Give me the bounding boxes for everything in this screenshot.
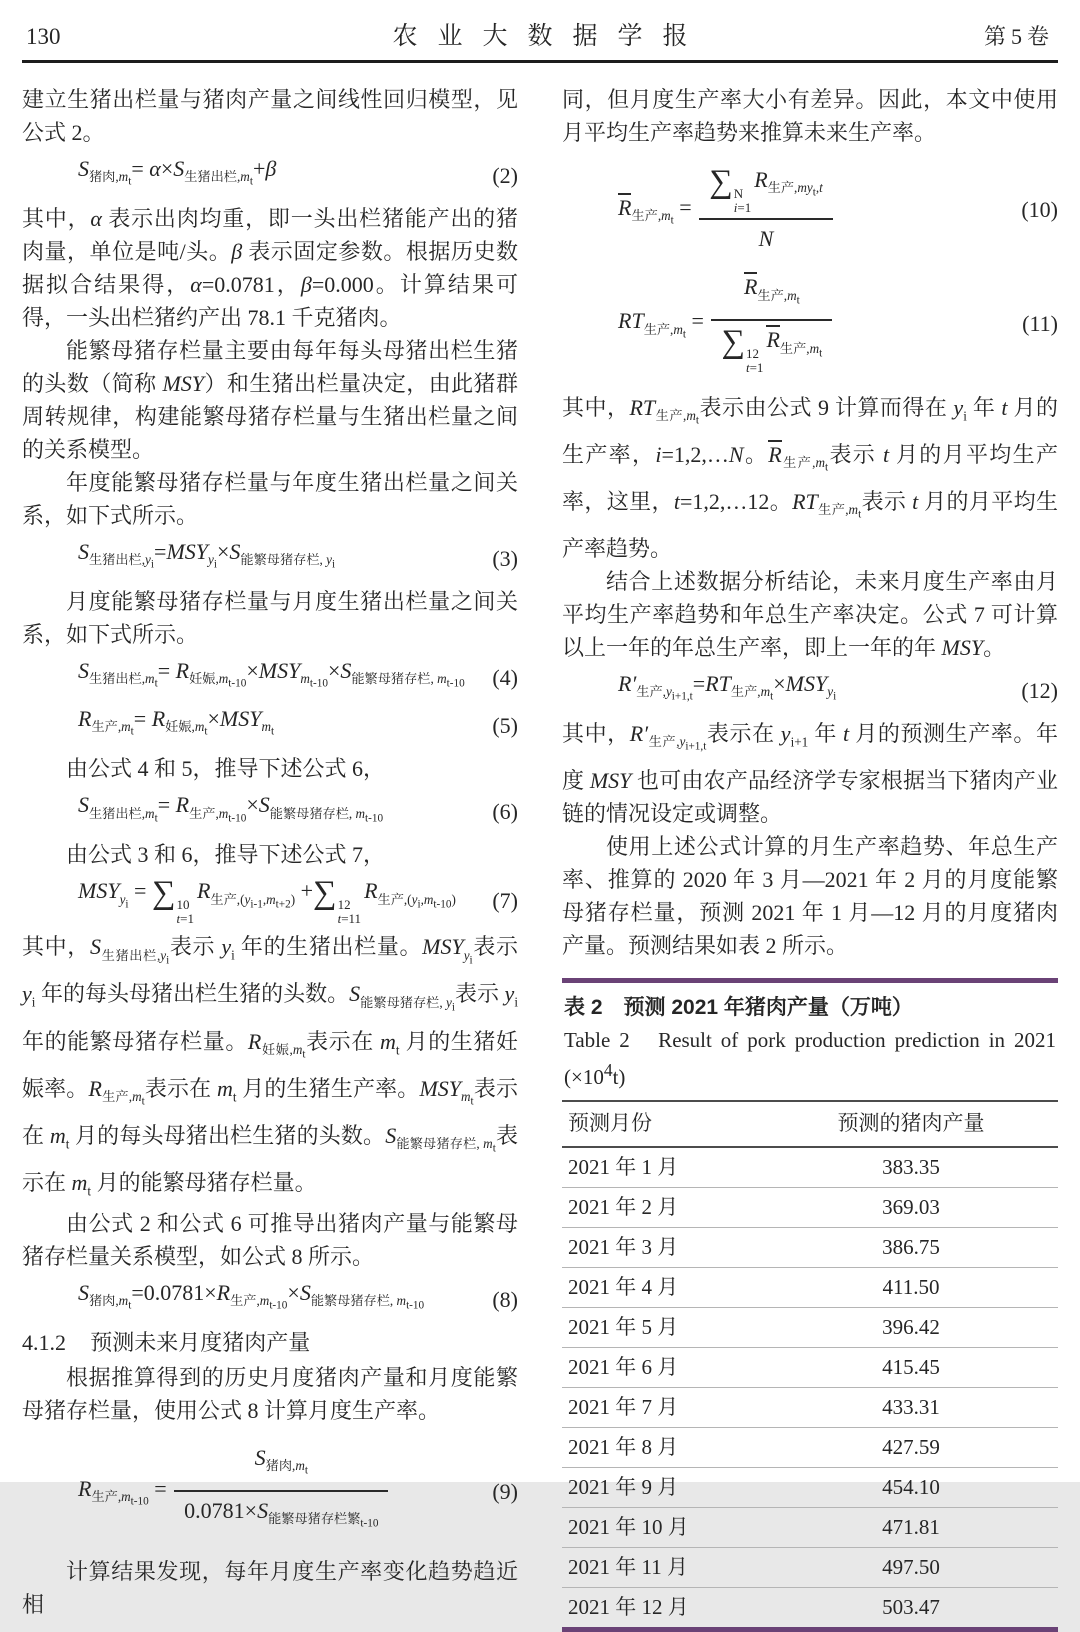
equation-number: (10): [1021, 197, 1058, 223]
month-cell: 2021 年 10 月: [568, 1514, 689, 1539]
paragraph: 能繁母猪存栏量主要由每年每头母猪出栏生猪的头数（简称 MSY）和生猪出栏量决定，由此猪群周转规律，构建能繁母猪存栏量与生猪出栏量之间的关系模型。: [22, 338, 518, 463]
table-row: [562, 1188, 1058, 1228]
equation-11: [562, 270, 1058, 376]
equation-body: $S_{生猪出栏,y_i}=MSY_{y_i}\times S_{能繁母猪存栏, y_i}$: [78, 539, 336, 572]
month-cell: 2021 年 3 月: [568, 1234, 679, 1259]
month-cell: 2021 年 2 月: [568, 1194, 679, 1219]
equation-3: [22, 537, 518, 580]
table-row: [562, 1148, 1058, 1188]
equation-5: [22, 704, 518, 747]
value-cell: 411.50: [882, 1274, 940, 1299]
month-cell: 2021 年 12 月: [568, 1594, 689, 1619]
paragraph: 由公式 2 和公式 6 可推导出猪肉产量与能繁母猪存栏量关系模型，如公式 8 所示。: [22, 1210, 518, 1269]
month-cell: 2021 年 1 月: [568, 1154, 679, 1179]
two-column-body: [22, 83, 1058, 1632]
volume-label: 第5卷: [983, 24, 1054, 49]
equation-6: [22, 790, 518, 833]
section-title: 预测未来月度猪肉产量: [90, 1330, 311, 1356]
equation-body: $R_{生产,m_t}= R_{妊娠,m_t}\times MSY_{m_t}$: [78, 706, 275, 739]
header-rule: [22, 60, 1058, 63]
paragraph: 月度能繁母猪存栏量与月度生猪出栏量之间关系，如下式所示。: [22, 589, 518, 648]
table-2-block: [562, 978, 1058, 1632]
page-number: 130: [26, 24, 61, 49]
table-row: [562, 1548, 1058, 1588]
table-row: [562, 1228, 1058, 1268]
equation-10: [562, 163, 1058, 256]
section-number: 4.1.2: [22, 1330, 66, 1356]
section-heading-4-1-2: [22, 1326, 518, 1359]
journal-title: 农业大数据学报: [392, 23, 708, 50]
equation-body: $S_{生猪出栏,m_t}= R_{生产,m_{t-10}}\times S_{能繁母猪存栏, m_{t-10}}$: [78, 792, 384, 825]
equation-body: $S_{猪肉,m_t}= \alpha\times S_{生猪出栏,m_t}+\beta$: [78, 156, 277, 189]
equation-number: (12): [1021, 677, 1058, 703]
table-caption-en: Table 2 Result of pork production prediction in 2021 $(\times 10^4t)$: [564, 1027, 1056, 1089]
table-row: [562, 1468, 1058, 1508]
equation-body: $R_{生产,m_t}$ = ∑ N i=1 $R_{生产,my_t,t}$ N: [562, 163, 1006, 256]
table-header-row: [562, 1100, 1058, 1148]
paragraph: 由公式 3 和 6，推导下述公式 7，: [66, 842, 386, 868]
table-row: [562, 1268, 1058, 1308]
equation-body: $MSY_{y_i}$ = ∑ 10 t=1 $R_{生产,(y_{i-1},m_{t+2})}$ +∑ 12 t=11 $R_{生产,(y_i,m_{t-10})}$: [78, 875, 456, 926]
paragraph: 由公式 4 和 5，推导下述公式 6，: [66, 756, 386, 782]
value-cell: 386.75: [882, 1234, 940, 1259]
equation-number: (4): [492, 665, 518, 691]
paragraph: 根据推算得到的历史月度猪肉产量和月度能繁母猪存栏量，使用公式 8 计算月度生产率。: [22, 1365, 518, 1424]
equation-body: $S_{猪肉,m_t}=0.0781\times R_{生产,m_{t-10}}\times S_{能繁母猪存栏, m_{t-10}}$: [78, 1279, 425, 1313]
column-header-value: 预测的猪肉产量: [837, 1112, 985, 1136]
paragraph: 其中，$S_{生猪出栏,y_i}$表示 $y_i$ 年的生猪出栏量。$MSY_{y_i}$表示 $y_i$ 年的每头母猪出栏生猪的头数。$S_{能繁母猪存栏, y_i}$表示 $y_i$ 年的能繁母猪存栏量。$R_{妊娠,m_t}$表示在 $m_t$ 月的生猪妊娠率。$R_{生产,m_t}$表示在 $m_t$ 月的生猪生产率。$MSY_{m_t}$表示在 $m_t$ 月的每头母猪出栏生猪的头数。$S_{能繁母猪存栏, m_t}$表示在 $m_t$ 月的能繁母猪存栏量。: [22, 934, 518, 1198]
paragraph: 计算结果发现，每年月度生产率变化趋势趋近相: [22, 1559, 518, 1618]
paragraph: 年度能繁母猪存栏量与年度生猪出栏量之间关系，如下式所示。: [22, 470, 518, 529]
value-cell: 497.50: [882, 1554, 940, 1579]
equation-12: [562, 669, 1058, 712]
table-bottom-rule: [562, 1627, 1058, 1632]
month-cell: 2021 年 8 月: [568, 1434, 679, 1459]
table-body: [562, 1148, 1058, 1627]
paragraph: 使用上述公式计算的月生产率趋势、年总生产率、推算的 2020 年 3 月—2021 年 2 月的月度能繁母猪存栏量，预测 2021 年 1 月—12 月的月度猪肉产量。预测结果如表 2 所示。: [562, 833, 1058, 958]
table-caption-cn: 表 2 预测 2021 年猪肉产量（万吨）: [564, 995, 913, 1019]
paragraph: 建立生猪出栏量与猪肉产量之间线性回归模型，见公式 2。: [22, 87, 518, 145]
month-cell: 2021 年 11 月: [568, 1554, 688, 1579]
value-cell: 471.81: [882, 1514, 940, 1539]
value-cell: 369.03: [882, 1194, 940, 1219]
table-row: [562, 1428, 1058, 1468]
right-column: [562, 83, 1058, 1632]
equation-number: (11): [1022, 310, 1058, 336]
equation-number: (7): [492, 888, 518, 914]
month-cell: 2021 年 5 月: [568, 1314, 679, 1339]
equation-body: $S_{生猪出栏,m_t}= R_{妊娠,m_{t-10}}\times MSY_{m_{t-10}}\times S_{能繁母猪存栏, m_{t-10}}$: [78, 658, 465, 691]
left-column: [22, 83, 518, 1632]
value-cell: 427.59: [882, 1434, 940, 1459]
equation-body: $R_{生产,m_{t-10}}$ = $\frac{S_{猪肉,m_t}}{0.0781\times S_{能繁母猪存栏繁_{t-10}}}$: [22, 1441, 466, 1541]
value-cell: 454.10: [882, 1474, 940, 1499]
paragraph: 同，但月度生产率大小有差异。因此，本文中使用月平均生产率趋势来推算未来生产率。: [562, 87, 1058, 145]
value-cell: 503.47: [882, 1594, 940, 1619]
equation-9: [22, 1441, 518, 1541]
value-cell: 396.42: [882, 1314, 940, 1339]
table-row: [562, 1348, 1058, 1388]
month-cell: 2021 年 9 月: [568, 1474, 679, 1499]
equation-number: (9): [492, 1478, 518, 1504]
month-cell: 2021 年 4 月: [568, 1274, 679, 1299]
table-row: [562, 1508, 1058, 1548]
value-cell: 433.31: [882, 1394, 940, 1419]
table-row: [562, 1388, 1058, 1428]
equation-7: [22, 876, 518, 925]
equation-number: (3): [492, 546, 518, 572]
equation-2: [22, 154, 518, 197]
equation-number: (2): [492, 163, 518, 189]
paragraph: 其中，α 表示出肉均重，即一头出栏猪能产出的猪肉量，单位是吨/头。β 表示固定参数。根据历史数据拟合结果得，α=0.0781，β=0.000。计算结果可得，一头出栏猪约产出 78.1 千克猪肉。: [22, 206, 518, 331]
page-header: [22, 14, 1058, 60]
equation-body: $R'_{生产,y_{i+1,t}}=RT_{生产,m_t}\times MSY_{y_i}$: [618, 670, 837, 703]
column-header-month: 预测月份: [568, 1112, 652, 1136]
equation-body: $RT_{生产,m_t}$ = $R_{生产,m_t}$ ∑ 12 t=1 $R_{生产,m_t}$: [562, 270, 1006, 376]
paragraph: 其中，$R'_{生产,y_{i+1,t}}$表示在 $y_{i+1}$ 年 t 月的预测生产率。年度 MSY 也可由农产品经济学专家根据当下猪肉产业链的情况设定或调整。: [562, 720, 1058, 826]
value-cell: 415.45: [882, 1354, 940, 1379]
equation-number: (5): [492, 713, 518, 739]
table-row: [562, 1588, 1058, 1627]
value-cell: 383.35: [882, 1154, 940, 1179]
equation-number: (6): [492, 799, 518, 825]
equation-4: [22, 656, 518, 699]
equation-8: [22, 1278, 518, 1321]
paragraph: 结合上述数据分析结论，未来月度生产率由月平均生产率趋势和年总生产率决定。公式 7 可计算以上一年的年总生产率，即上一年的年 MSY。: [562, 568, 1058, 660]
table-captions: [562, 983, 1058, 1100]
month-cell: 2021 年 6 月: [568, 1354, 679, 1379]
table-row: [562, 1308, 1058, 1348]
equation-number: (8): [492, 1287, 518, 1312]
month-cell: 2021 年 7 月: [568, 1394, 679, 1419]
paragraph: 其中，$RT_{生产,m_t}$表示由公式 9 计算而得在 $y_i$ 年 t 月的生产率，i=1,2,…N。$R_{生产,m_t}$表示 t 月的月平均生产率，这里，t=1,2,…12。$RT_{生产,m_t}$表示 t 月的月平均生产率趋势。: [562, 394, 1058, 561]
